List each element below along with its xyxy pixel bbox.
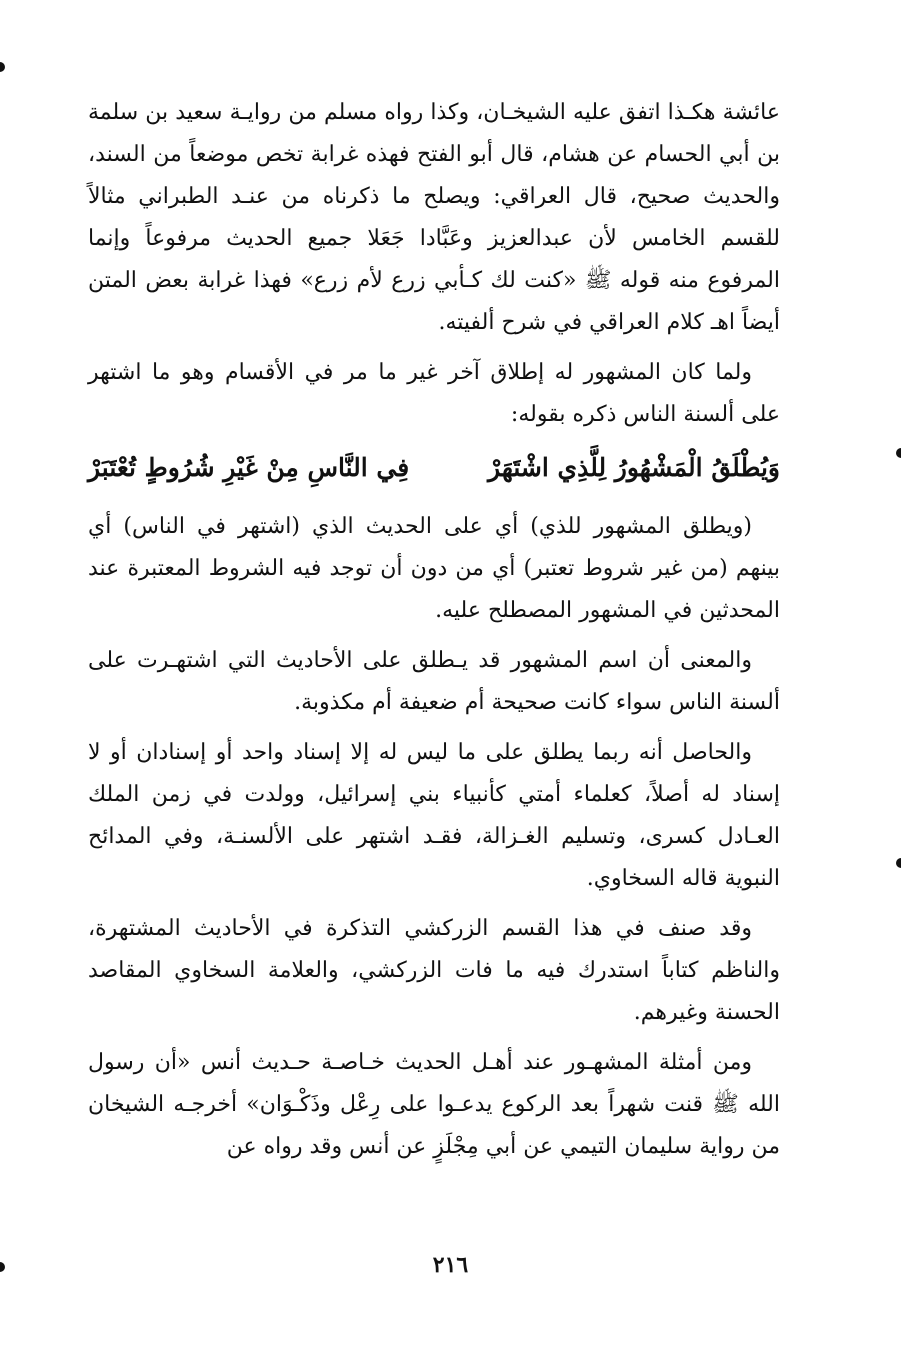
- paragraph-intro: عائشة هكـذا اتفق عليه الشيخـان، وكذا رواه مسلم من روايـة سعيد بن سلمة بن أبي الحسام عن هشام، قال أبو الفتح فهذه غرابة تخص موضعاً من السند، والحديث صحيح، قال العراقي: ويصلح ما ذكرناه من عنـد الطبراني مثالاً للقسم الخامس لأن عبدالعزيز وعَبَّادا جَعَلا جميع الحديث مرفوعاً وإنما المرفوع منه قوله ﷺ «كنت لك كـأبي زرع لأم زرع» فهذا غرابة بعض المتن أيضاً اهـ كلام العراقي في شرح ألفيته.: [88, 100, 780, 335]
- paragraph-commentary-3: والحاصل أنه ربما يطلق على ما ليس له إلا إسناد واحد أو إسنادان أو لا إسناد له أصلاً، كعلماء أمتي كأنبياء بني إسرائيل، وولدت في زمن الملك العـادل كسرى، وتسليم الغـزالة، فقـد اشتهر على الألسنـة، وفي المدائح النبوية قاله السخاوي.: [88, 740, 780, 891]
- verse-second-hemistich: فِي النَّاسِ مِنْ غَيْرِ شُرُوطٍ تُعْتَبَرْ: [88, 453, 410, 482]
- page-body: [88, 92, 780, 1332]
- verse-first-hemistich: وَيُطْلَقُ الْمَشْهُورُ لِلَّذِي اشْتَهَرْ: [488, 453, 780, 482]
- verse-line: [88, 444, 780, 492]
- page-number: ٢١٦: [432, 1252, 469, 1278]
- scan-edge-mark: [896, 858, 901, 868]
- paragraph-commentary-5: ومن أمثلة المشهـور عند أهـل الحديث خـاصـة حـديث أنس «أن رسول الله ﷺ قنت شهراً بعد الركوع يدعـوا على رِعْل وذَكْـوَان» أخرجـه الشيخان من رواية سليمان التيمي عن أبي مِجْلَزٍ عن أنس وقد رواه عن: [88, 1050, 780, 1159]
- paragraph-commentary-1: (ويطلق المشهور للذي) أي على الحديث الذي (اشتهر في الناس) أي بينهم (من غير شروط تعتبر) أي من دون أن توجد فيه الشروط المعتبرة عند المحدثين في المشهور المصطلح عليه.: [88, 514, 781, 623]
- paragraph-commentary-4: وقد صنف في هذا القسم الزركشي التذكرة في الأحاديث المشتهرة، والناظم كتاباً استدرك فيه ما فات الزركشي، والعلامة السخاوي المقاصد الحسنة وغيرهم.: [88, 916, 780, 1025]
- scan-edge-mark: [896, 448, 901, 458]
- paragraph-mashhur-intro: ولما كان المشهور له إطلاق آخر غير ما مر في الأقسام وهو ما اشتهر على ألسنة الناس ذكره بقوله:: [88, 360, 780, 427]
- scan-edge-mark: [0, 62, 5, 72]
- paragraph-commentary-2: والمعنى أن اسم المشهور قد يـطلق على الأحاديث التي اشتهـرت على ألسنة الناس سواء كانت صحيحة أم ضعيفة أم مكذوبة.: [88, 648, 780, 715]
